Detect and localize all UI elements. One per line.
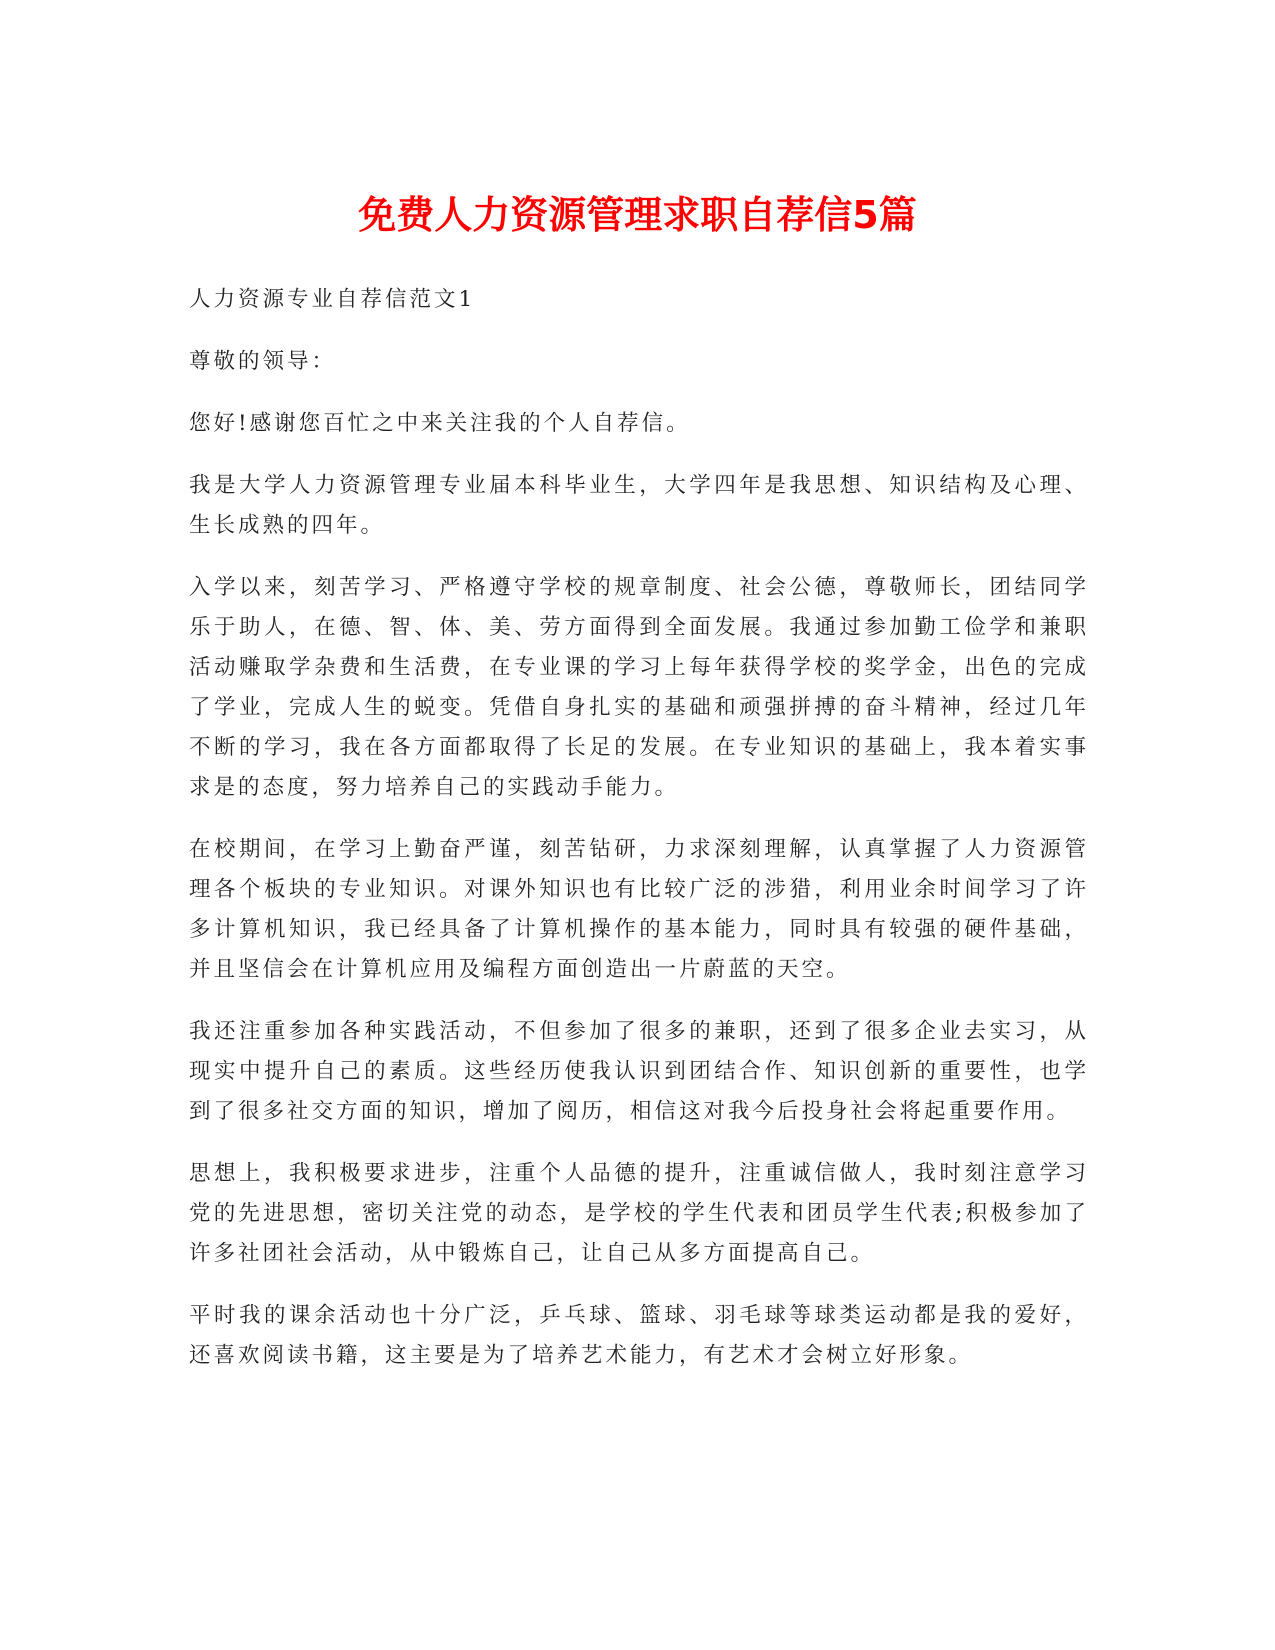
section-heading: 人力资源专业自荐信范文1 (189, 287, 476, 312)
greeting-paragraph: 您好!感谢您百忙之中来关注我的个人自荐信。 (189, 411, 691, 436)
hobbies-paragraph: 平时我的课余活动也十分广泛，乒乓球、篮球、羽毛球等球类运动都是我的爱好，还喜欢阅读书籍，这主要是为了培养艺术能力，有艺术才会树立好形象。 (189, 1303, 1089, 1368)
salutation: 尊敬的领导： (189, 349, 337, 374)
campus-paragraph: 在校期间，在学习上勤奋严谨，刻苦钻研，力求深刻理解，认真掌握了人力资源管理各个板块的专业知识。对课外知识也有比较广泛的涉猎，利用业余时间学习了许多计算机知识，我已经具备了计算机操作的基本能力，同时具有较强的硬件基础，并且坚信会在计算机应用及编程方面创造出一片蔚蓝的天空。 (189, 837, 1089, 982)
intro-paragraph: 我是大学人力资源管理专业届本科毕业生，大学四年是我思想、知识结构及心理、生长成熟的四年。 (189, 473, 1089, 538)
document-title: 免费人力资源管理求职自荐信5篇 (358, 193, 917, 237)
document-body (189, 280, 1089, 1398)
study-paragraph: 入学以来，刻苦学习、严格遵守学校的规章制度、社会公德，尊敬师长，团结同学乐于助人，在德、智、体、美、劳方面得到全面发展。我通过参加勤工俭学和兼职活动赚取学杂费和生活费，在专业课的学习上每年获得学校的奖学金，出色的完成了学业，完成人生的蜕变。凭借自身扎实的基础和顽强拼搏的奋斗精神，经过几年不断的学习，我在各方面都取得了长足的发展。在专业知识的基础上，我本着实事求是的态度，努力培养自己的实践动手能力。 (189, 575, 1089, 800)
ideology-paragraph: 思想上，我积极要求进步，注重个人品德的提升，注重诚信做人，我时刻注意学习党的先进思想，密切关注党的动态，是学校的学生代表和团员学生代表;积极参加了许多社团社会活动，从中锻炼自己，让自己从多方面提高自己。 (189, 1161, 1089, 1266)
practice-paragraph: 我还注重参加各种实践活动，不但参加了很多的兼职，还到了很多企业去实习，从现实中提升自己的素质。这些经历使我认识到团结合作、知识创新的重要性，也学到了很多社交方面的知识，增加了阅历，相信这对我今后投身社会将起重要作用。 (189, 1019, 1089, 1124)
